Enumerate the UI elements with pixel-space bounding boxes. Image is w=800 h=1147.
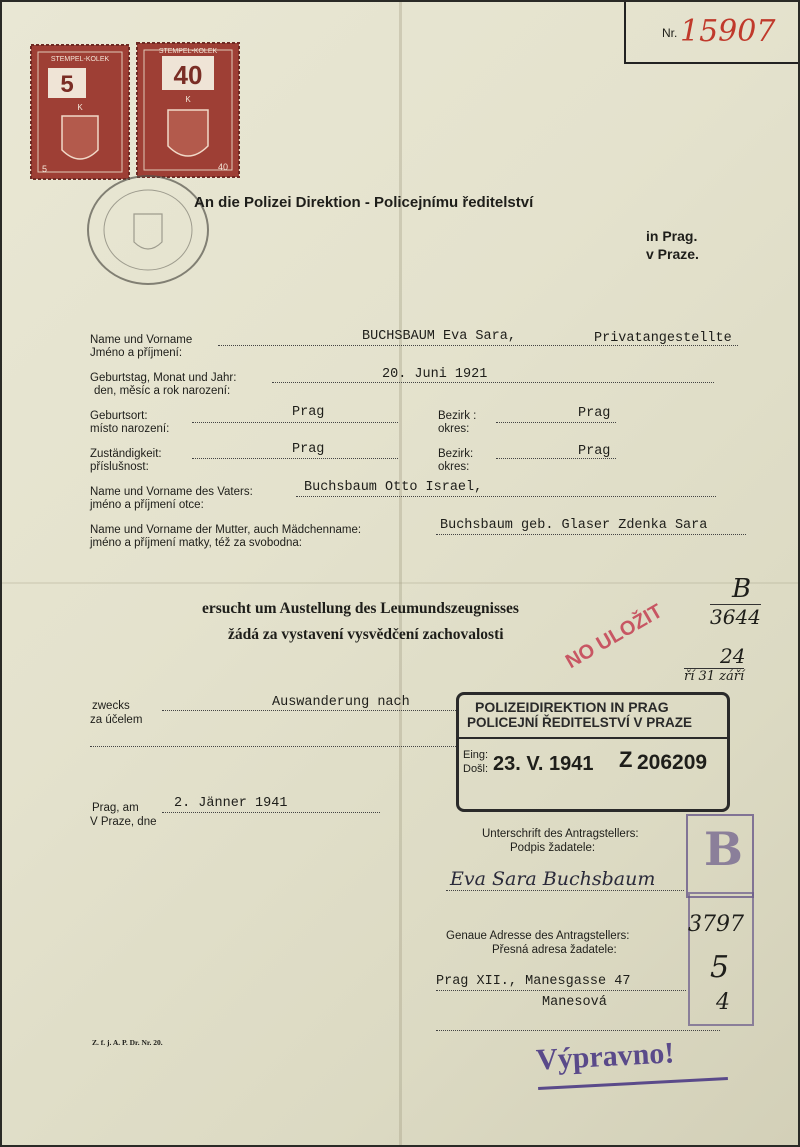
district-label-cz: okres: — [438, 423, 470, 435]
purpose-underline-2 — [90, 746, 456, 747]
revenue-stamp-5-graphic — [30, 44, 130, 180]
domicile-underline — [192, 458, 398, 459]
district-underline — [496, 422, 616, 423]
margin-note-date: ří 31 září — [684, 669, 745, 684]
district2-label-de: Bezirk: — [438, 448, 474, 460]
mother-value: Buchsbaum geb. Glaser Zdenka Sara — [440, 518, 708, 533]
place-underline — [162, 812, 380, 813]
domicile-label-de: Zuständigkeit: — [90, 448, 162, 460]
stamp-5-corner: 5 — [42, 164, 48, 174]
domicile-value: Prag — [292, 442, 325, 457]
address-label-cz: Přesná adresa žadatele: — [492, 944, 617, 956]
mother-underline — [436, 534, 746, 535]
father-label-de: Name und Vorname des Vaters: — [90, 486, 253, 498]
domicile-label-cz: příslušnost: — [90, 461, 149, 473]
request-line-cz: žádá za vystavení vysvědčení zachovalosti — [228, 626, 504, 643]
police-stamp-dosl: Došl: — [463, 763, 489, 775]
address-line1: Prag XII., Manesgasse 47 — [436, 974, 631, 989]
district-value: Prag — [578, 406, 611, 421]
name-label-cz: Jméno a příjmení: — [90, 347, 183, 359]
addressee-city-de: in Prag. — [646, 228, 698, 244]
margin-note-big-b: B — [704, 822, 743, 876]
seal-graphic — [84, 172, 214, 290]
revenue-stamp-5 — [30, 44, 130, 180]
address-underline-2 — [436, 1030, 720, 1031]
district2-label-cz: okres: — [438, 461, 470, 473]
birth-underline — [272, 382, 714, 383]
birth-value: 20. Juni 1921 — [382, 367, 488, 382]
number-box — [624, 2, 798, 64]
paper-fold-horizontal — [2, 582, 798, 584]
police-stamp-symbol: Z — [619, 747, 633, 772]
police-stamp-number: 206209 — [637, 751, 708, 774]
police-stamp-line2: POLICEJNÍ ŘEDITELSTVÍ V PRAZE — [467, 715, 693, 730]
purpose-underline — [162, 710, 458, 711]
number-value: 15907 — [680, 14, 776, 49]
purpose-value: Auswanderung nach — [272, 695, 410, 710]
purple-stamp-underline — [538, 1077, 728, 1090]
occupation-value: Privatangestellte — [594, 331, 732, 346]
police-stamp-eing: Eing: — [463, 749, 489, 761]
district2-value: Prag — [578, 444, 611, 459]
birthplace-label-cz: místo narození: — [90, 423, 170, 435]
place-label-cz: V Praze, dne — [90, 816, 157, 828]
father-value: Buchsbaum Otto Israel, — [304, 480, 483, 495]
addressee-line: An die Polizei Direktion - Policejnímu ředitelství — [194, 194, 534, 211]
father-underline — [296, 496, 716, 497]
address-label-de: Genaue Adresse des Antragstellers: — [446, 930, 630, 942]
document-page — [2, 2, 798, 1145]
mother-label-de: Name und Vorname der Mutter, auch Mädchenname: — [90, 524, 362, 536]
red-stamp: NO ULOŽIT — [562, 600, 667, 674]
signature-label-de: Unterschrift des Antragstellers: — [482, 828, 639, 840]
signature-label-cz: Podpis žadatele: — [510, 842, 596, 854]
name-value: BUCHSBAUM Eva Sara, — [362, 329, 516, 344]
place-date-value: 2. Jänner 1941 — [174, 796, 288, 811]
police-receipt-stamp — [456, 692, 730, 812]
margin-note-3797: 3797 — [688, 912, 744, 937]
birthplace-label-de: Geburtsort: — [90, 410, 148, 422]
revenue-stamp-40-graphic — [136, 42, 240, 178]
margin-note-24: 24 — [720, 644, 746, 668]
number-label: Nr. — [662, 26, 678, 40]
margin-note-b: B — [732, 574, 752, 604]
stamp-5-value: 5 — [60, 71, 74, 98]
birth-label-cz: den, měsíc a rok narození: — [94, 385, 231, 397]
margin-note-3644: 3644 — [710, 605, 761, 629]
police-stamp-divider — [459, 737, 727, 739]
purple-stamp: Výpravno! — [535, 1036, 676, 1077]
police-stamp-line1: POLIZEIDIREKTION IN PRAG — [475, 699, 669, 715]
address-underline — [436, 990, 686, 991]
stamp-40-letter: K — [185, 95, 191, 104]
addressee-city-cz: v Praze. — [646, 246, 699, 262]
revenue-stamp-40 — [136, 42, 240, 178]
mother-label-cz: jméno a příjmení matky, též za svobodna: — [90, 537, 302, 549]
address-line2: Manesová — [542, 995, 607, 1010]
request-line-de: ersucht um Austellung des Leumundszeugnisses — [202, 600, 519, 617]
purpose-label-de: zwecks — [92, 700, 130, 712]
stamp-40-corner: 40 — [218, 162, 229, 172]
birth-label-de: Geburtstag, Monat und Jahr: — [90, 372, 237, 384]
birthplace-value: Prag — [292, 405, 325, 420]
police-stamp-date: 23. V. 1941 — [493, 753, 594, 775]
stamp-40-value: 40 — [173, 60, 203, 90]
signature-value: Eva Sara Buchsbaum — [450, 868, 656, 890]
margin-note-5: 5 — [710, 950, 730, 985]
stamp-5-letter: K — [77, 103, 83, 112]
margin-note-4: 4 — [716, 990, 730, 1015]
purpose-label-cz: za účelem — [90, 714, 143, 726]
district-label-de: Bezirk : — [438, 410, 477, 422]
stamp-5-top-text: STEMPEL-KOLEK — [50, 56, 110, 63]
name-label-de: Name und Vorname — [90, 334, 193, 346]
signature-underline — [446, 890, 684, 891]
place-label-de: Prag, am — [92, 802, 139, 814]
round-police-seal — [84, 172, 214, 290]
paper-fold — [399, 2, 402, 1145]
birthplace-underline — [192, 422, 398, 423]
form-code: Z. f. j. A. P. Dr. Nr. 20. — [92, 1038, 163, 1047]
stamp-40-top-text: STEMPEL-KOLEK — [158, 48, 218, 55]
father-label-cz: jméno a příjmení otce: — [90, 499, 204, 511]
